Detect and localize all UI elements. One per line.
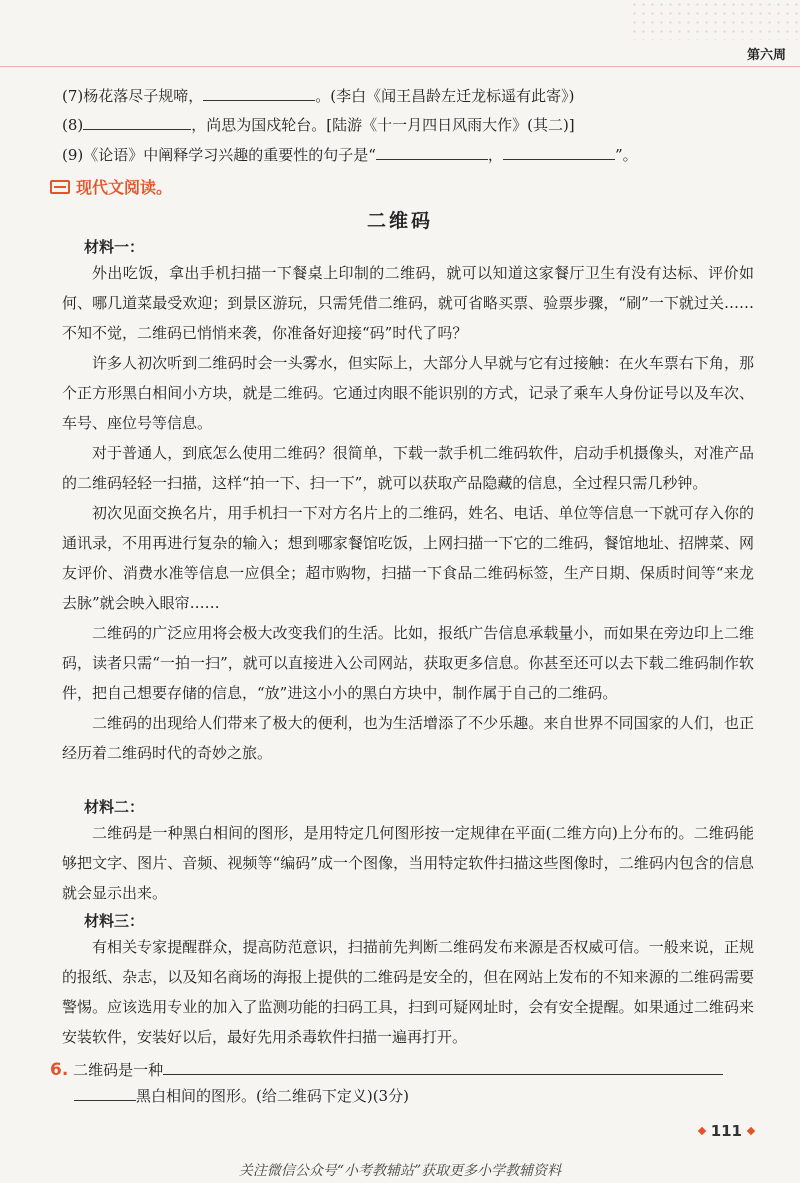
answer-blank[interactable] [376, 145, 488, 160]
article-title: 二维码 [366, 210, 433, 232]
question-7-source: 。(李白《闻王昌龄左迁龙标遥有此寄》) [315, 87, 575, 105]
material-2 [62, 818, 754, 908]
material-1-label: 材料一： [84, 238, 145, 256]
paragraph: 外出吃饭，拿出手机扫描一下餐桌上印制的二维码，就可以知道这家餐厅卫生有没有达标、评价如何、哪几道菜最受欢迎；到景区游玩，只需凭借二维码，就可省略买票、验票步骤，“刷”一下就过关……不知不觉，二维码已悄悄来袭，你准备好迎接“码”时代了吗？ [62, 264, 754, 342]
paragraph: 二维码的广泛应用将会极大改变我们的生活。比如，报纸广告信息承载量小，而如果在旁边印上二维码，读者只需“一拍一扫”，就可以直接进入公司网站，获取更多信息。你甚至还可以去下载二维码制作软件，把自己想要存储的信息，“放”进这小小的黑白方块中，制作属于自己的二维码。 [62, 624, 754, 702]
question-6-continued [74, 1086, 409, 1106]
question-9 [62, 145, 638, 165]
material-2-label: 材料二： [84, 798, 145, 816]
paragraph: 二维码的出现给人们带来了极大的便利，也为生活增添了不少乐趣。来自世界不同国家的人们，也正经历着二维码时代的奇妙之旅。 [62, 714, 754, 762]
question-8-text: ，尚思为国戍轮台。[陆游《十一月四日风雨大作》(其二)] [191, 116, 575, 134]
question-6 [50, 1060, 723, 1080]
question-7-text: (7)杨花落尽子规啼， [62, 87, 204, 105]
answer-blank[interactable] [83, 115, 191, 130]
paragraph: 二维码是一种黑白相间的图形，是用特定几何图形按一定规律在平面(二维方向)上分布的。二维码能够把文字、图片、音频、视频等“编码”成一个图像，当用特定软件扫描这些图像时，二维码内包含的信息就会显示出来。 [62, 824, 754, 902]
paragraph: 对于普通人，到底怎么使用二维码？很简单，下载一款手机二维码软件，启动手机摄像头，对准产品的二维码轻轻一扫描，这样“拍一下、扫一下”，就可以获取产品隐藏的信息，全过程只需几秒钟。 [62, 444, 754, 492]
question-9-text: (9)《论语》中阐释学习兴趣的重要性的句子是“ [62, 146, 376, 164]
material-3 [62, 932, 754, 1052]
material-1 [62, 258, 754, 768]
question-8 [62, 115, 575, 135]
question-8-number: (8) [62, 116, 84, 134]
answer-blank[interactable] [163, 1060, 723, 1075]
answer-blank[interactable] [74, 1086, 136, 1101]
section-heading [50, 175, 172, 198]
question-9-comma: ， [487, 146, 503, 164]
answer-blank[interactable] [203, 86, 315, 101]
question-6-stem: 二维码是一种 [73, 1061, 164, 1079]
answer-blank[interactable] [503, 145, 615, 160]
page-number-text: 111 [710, 1122, 742, 1140]
question-6-tail: 黑白相间的图形。(给二维码下定义)(3分) [136, 1087, 409, 1105]
question-7 [62, 86, 574, 106]
section-marker-icon [50, 180, 70, 194]
section-title: 现代文阅读。 [76, 178, 173, 197]
diamond-icon [747, 1127, 755, 1135]
paragraph: 有相关专家提醒群众，提高防范意识，扫描前先判断二维码发布来源是否权威可信。一般来说，正规的报纸、杂志，以及知名商场的海报上提供的二维码是安全的，但在网站上发布的不知来源的二维码需要警惕。应该选用专业的加入了监测功能的扫码工具，扫到可疑网址时，会有安全提醒。如果通过二维码来安装软件，安装好以后，最好先用杀毒软件扫描一遍再打开。 [62, 938, 754, 1046]
material-3-label: 材料三： [84, 912, 145, 930]
decorative-dot-grid [630, 0, 800, 40]
question-9-end: ”。 [614, 146, 638, 164]
week-label: 第六周 [746, 48, 786, 63]
paragraph: 初次见面交换名片，用手机扫一下对方名片上的二维码，姓名、电话、单位等信息一下就可存入你的通讯录，不用再进行复杂的输入；想到哪家餐馆吃饭，上网扫描一下它的二维码，餐馆地址、招牌菜、网友评价、消费水准等信息一应俱全；超市购物，扫描一下食品二维码标签，生产日期、保质时间等“来龙去脉”就会映入眼帘…… [62, 504, 754, 612]
page-number [699, 1122, 754, 1140]
header-divider [0, 66, 800, 67]
question-6-number: 6. [50, 1060, 69, 1080]
diamond-icon [697, 1127, 705, 1135]
paragraph: 许多人初次听到二维码时会一头雾水，但实际上，大部分人早就与它有过接触：在火车票右下角，那个正方形黑白相间小方块，就是二维码。它通过肉眼不能识别的方式，记录了乘车人身份证号以及车次、车号、座位号等信息。 [62, 354, 754, 432]
footer-note: 关注微信公众号“小考教辅站”获取更多小学教辅资料 [238, 1163, 562, 1179]
